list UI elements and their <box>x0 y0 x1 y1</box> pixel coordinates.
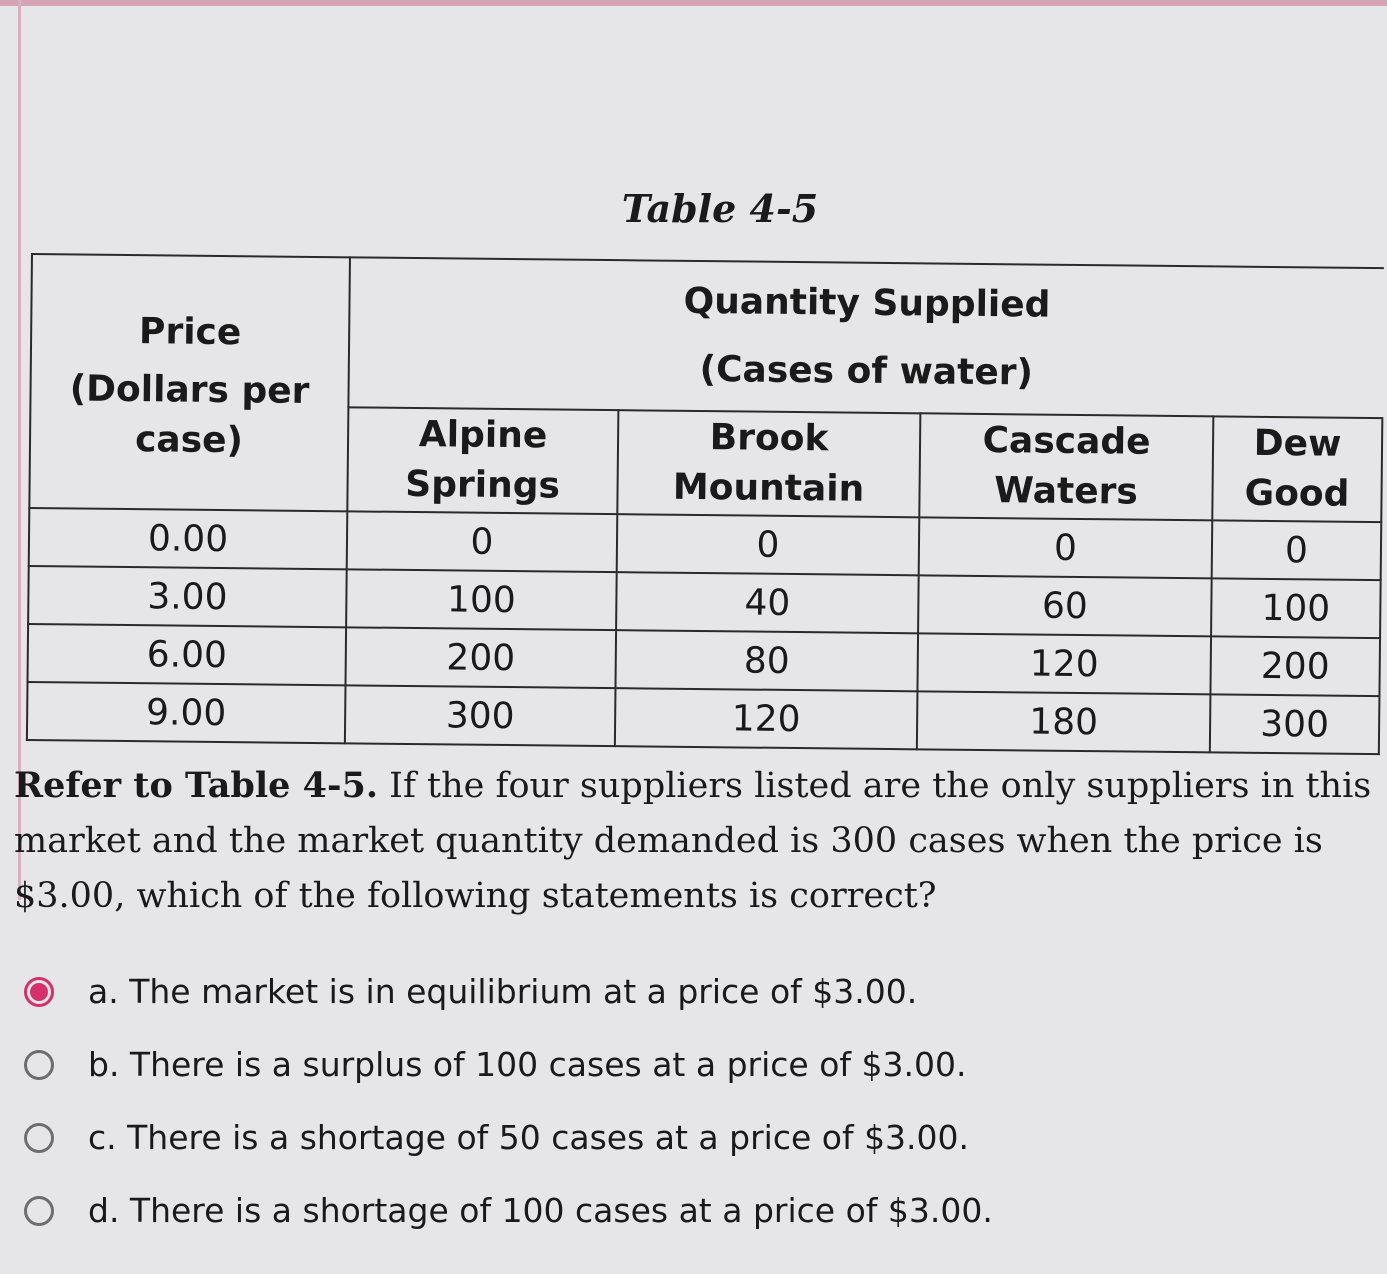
price-column-header <box>29 254 350 511</box>
supply-table <box>26 253 1385 755</box>
price-cell: 9.00 <box>27 682 346 743</box>
option-b[interactable] <box>24 1028 1024 1101</box>
option-label: a. The market is in equilibrium at a price of $3.00. <box>88 972 918 1011</box>
radio-unselected-icon[interactable] <box>24 1050 54 1080</box>
supplier-name-line: Brook <box>709 417 829 460</box>
question-body: If the four suppliers listed are the only suppliers in this market and the market quantity demanded is 300 cases when the price is $3.00, which of the following statements is correct? <box>14 766 1372 916</box>
quantity-cell: 100 <box>1211 578 1381 638</box>
price-cell: 0.00 <box>29 508 348 569</box>
question-reference: Refer to Table 4-5. <box>14 765 379 806</box>
option-label: d. There is a shortage of 100 cases at a price of $3.00. <box>88 1191 993 1230</box>
supplier-header-dew <box>1212 416 1382 522</box>
price-cell: 3.00 <box>28 566 347 627</box>
quantity-header-line: Quantity Supplied <box>683 280 1051 326</box>
quantity-cell: 0 <box>1212 520 1382 580</box>
supplier-name-line: Springs <box>405 463 561 507</box>
option-d[interactable] <box>24 1174 1024 1247</box>
question-text <box>14 758 1379 924</box>
quantity-cell: 120 <box>917 633 1211 694</box>
supplier-name-line: Waters <box>994 470 1139 513</box>
quantity-cell: 200 <box>345 627 616 688</box>
option-label: b. There is a surplus of 100 cases at a price of $3.00. <box>88 1045 967 1084</box>
supplier-name-line: Good <box>1244 472 1350 515</box>
price-cell: 6.00 <box>28 624 347 685</box>
radio-selected-icon[interactable] <box>24 977 54 1007</box>
quantity-cell: 0 <box>347 511 618 572</box>
option-label: c. There is a shortage of 50 cases at a price of $3.00. <box>88 1118 970 1157</box>
quantity-header-line: (Cases of water) <box>699 349 1034 394</box>
supplier-name-line: Mountain <box>672 466 865 510</box>
quantity-cell: 0 <box>919 517 1213 578</box>
option-a[interactable] <box>24 955 1024 1028</box>
quantity-cell: 60 <box>918 575 1212 636</box>
quantity-cell: 80 <box>615 630 918 691</box>
answer-options <box>24 955 1024 1247</box>
quantity-cell: 40 <box>616 572 919 633</box>
supplier-header-cascade <box>919 413 1213 520</box>
supplier-name-line: Cascade <box>982 419 1151 463</box>
quantity-cell: 180 <box>917 691 1211 752</box>
quantity-cell: 200 <box>1210 636 1380 696</box>
option-c[interactable] <box>24 1101 1024 1174</box>
quantity-cell: 0 <box>617 514 920 575</box>
supplier-name-line: Dew <box>1253 422 1342 465</box>
radio-unselected-icon[interactable] <box>24 1123 54 1153</box>
supplier-name-line: Alpine <box>418 414 548 457</box>
supplier-header-brook <box>617 410 920 517</box>
quantity-cell: 100 <box>346 569 617 630</box>
quantity-supplied-header <box>348 257 1384 418</box>
quantity-cell: 300 <box>1210 694 1380 754</box>
page-top-border <box>0 0 1387 6</box>
quantity-cell: 120 <box>615 688 918 749</box>
table-title: Table 4-5 <box>621 186 819 231</box>
supplier-header-alpine <box>347 407 618 514</box>
price-header-line: Price <box>138 311 242 354</box>
price-header-line: case) <box>134 419 244 462</box>
radio-dot-icon <box>30 983 48 1001</box>
price-header-line: (Dollars per <box>69 368 310 412</box>
radio-unselected-icon[interactable] <box>24 1196 54 1226</box>
quantity-cell: 300 <box>345 685 616 746</box>
